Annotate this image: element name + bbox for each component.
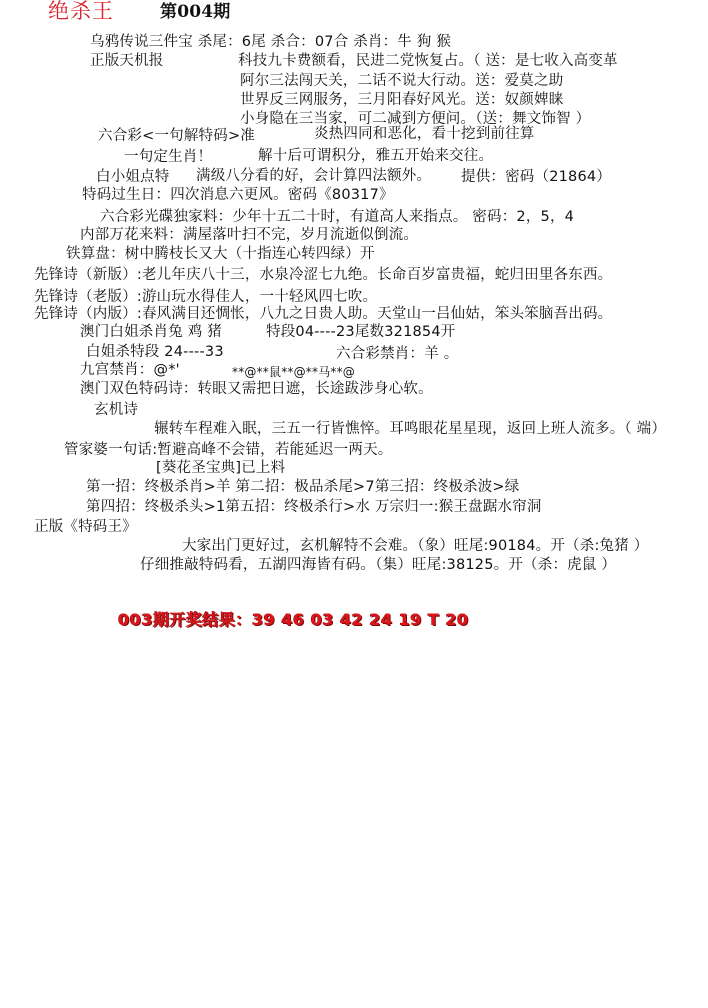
forbidden-zodiac: 六合彩禁肖：羊 。 xyxy=(336,346,459,362)
tianji-line-1: 科技九卡费额看，民进二党恢复占。（ 送：是七收入高变革 xyxy=(238,53,618,69)
section-heading-tianji: 正版天机报 xyxy=(90,53,164,69)
macau-bai-kill-zodiac: 澳门白姐杀肖兔 鸡 猪 xyxy=(80,324,222,340)
bai-kill-segment: 白姐杀特段 24----33 xyxy=(86,344,224,360)
kill-line-crow: 乌鸦传说三件宝 杀尾：6尾 杀合：07合 杀肖：牛 狗 猴 xyxy=(90,34,452,50)
brand-title: 绝杀王 xyxy=(48,0,114,23)
tema-king-line-2: 仔细推敲特码看，五湖四海皆有码。（集）旺尾:38125。开（杀：虎鼠 ） xyxy=(140,557,617,573)
internal-flowers-line: 内部万花来料：满屋落叶扫不完，岁月流逝似倒流。 xyxy=(80,227,419,243)
section-heading-bai-xiaojie: 白小姐点特 xyxy=(96,169,170,185)
nine-palace-pattern: **@**鼠**@**马**@ xyxy=(232,365,356,379)
tianji-line-2: 阿尔三法闯天关，二话不说大行动。送：爱莫之助 xyxy=(240,73,564,89)
issue-number: 第004期 xyxy=(160,2,231,22)
macau-double-color-poem: 澳门双色特码诗：转眼又需把日遮，长途跋涉身心软。 xyxy=(80,381,433,397)
section-heading-one-line: 六合彩<一句解特码>准 xyxy=(98,128,255,144)
pioneer-poem-old: 先锋诗（老版）:游山玩水得佳人，一十轻风四七吹。 xyxy=(34,289,378,305)
nine-palace-label: 九宫禁肖：@*' xyxy=(80,362,180,378)
bai-xiaojie-password: 提供：密码（21864） xyxy=(461,169,612,185)
section-heading-zodiac: 一句定生肖！ xyxy=(124,149,213,165)
birthday-line: 特码过生日：四次消息六更风。密码《80317》 xyxy=(82,187,394,203)
one-line-riddle-1: 炎热四同和恶化，看十挖到前往算 xyxy=(314,126,535,142)
mystery-poem-text: 辗转车程难入眠，三五一行皆憔悴。耳鸣眼花星星现，返回上班人流多。（ 端） xyxy=(154,421,667,437)
section-heading-sunflower: [葵花圣宝典]已上料 xyxy=(156,460,286,476)
tema-king-line-1: 大家出门更好过，玄机解特不会难。（象）旺尾:90184。开（杀:兔猪 ） xyxy=(182,538,649,554)
tianji-line-3: 世界反三网服务，三月阳春好风光。送：奴颜婢睐 xyxy=(240,92,564,108)
one-line-riddle-2: 解十后可谓积分，雅五开始来交往。 xyxy=(258,148,494,164)
bai-xiaojie-text: 满级八分看的好，会计算四法额外。 xyxy=(196,168,432,184)
section-heading-tema-king: 正版《特码王》 xyxy=(34,519,137,535)
pioneer-poem-new: 先锋诗（新版）:老儿年庆八十三，水泉冷涩七九绝。长命百岁富贵福，蛇归田里各东西。 xyxy=(34,267,613,283)
tactic-line-2: 第四招：终极杀头>1第五招：终极杀行>水 万宗归一:猴王盘踞水帘洞 xyxy=(86,499,542,515)
cd-exclusive-line: 六合彩光碟独家料：少年十五二十时，有道高人来指点。 密码：2，5，4 xyxy=(100,209,575,225)
housekeeper-saying: 管家婆一句话:暂避高峰不会错，若能延迟一两天。 xyxy=(64,442,393,458)
tactic-line-1: 第一招：终极杀肖>羊 第二招：极品杀尾>7第三招：终极杀波>绿 xyxy=(86,479,520,495)
previous-draw-result: 003期开奖结果：39 46 03 42 24 19 T 20 xyxy=(118,610,469,629)
abacus-line: 铁算盘：树中腾枝长又大（十指连心转四绿）开 xyxy=(66,246,375,262)
pioneer-poem-inner: 先锋诗（内版）:春风满目还惆怅，八九之日贵人助。天堂山一吕仙姑，笨头笨脑吾出码。 xyxy=(34,306,613,322)
section-heading-mystery-poem: 玄机诗 xyxy=(94,402,139,418)
tianji-line-4: 小身隐在三当家，可二减到方便问。（送：舞文饰智 ） xyxy=(240,111,591,127)
macau-special-segment: 特段04----23尾数321854开 xyxy=(266,324,456,340)
